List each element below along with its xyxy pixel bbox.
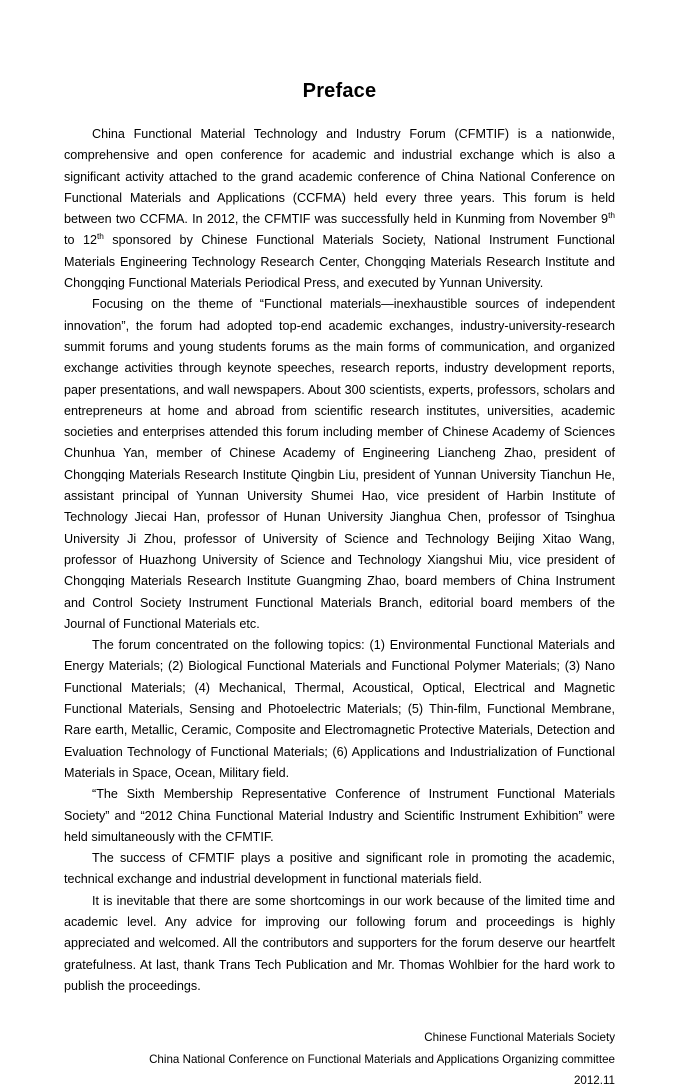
paragraph-3: The forum concentrated on the following topics: (1) Environmental Functional Materials and Energy Materials; (2) Biological Functional Materials and Functional Polymer Materials; (3) Nano Functional Materials; (4) Mechanical, Thermal, Acoustical, Optical, Electrical and Magnetic Functional Materials, Sensing and Photoelectric Materials; (5) Thin-film, Functional Membrane, Rare earth, Metallic, Ceramic, Composite and Electromagnetic Protective Materials, Detection and Evaluation Technology of Functional Materials; (6) Applications and Industrialization of Functional Materials in Space, Ocean, Military field. xyxy=(64,638,615,780)
paragraph-5: The success of CFMTIF plays a positive and significant role in promoting the academic, technical exchange and industrial development in functional materials field. xyxy=(64,851,615,887)
signature-organization: Chinese Functional Materials Society xyxy=(424,1031,615,1045)
signature-date: 2012.11 xyxy=(573,1074,615,1088)
paragraph-4: “The Sixth Membership Representative Conference of Instrument Functional Materials Society” and “2012 China Functional Material Industry and Scientific Instrument Exhibition” were held simultaneously with the CFMTIF. xyxy=(64,787,615,844)
ordinal-suffix-ninth: th xyxy=(608,210,615,220)
paragraph-1-text-before-ordinal: China Functional Material Technology and Industry Forum (CFMTIF) is a nationwide, comprehensive and open conference for academic and industrial exchange which is also a significant activity attached to the grand academic conference of China National Conference on Functional Materials and Applications (CCFMA) held every three years. This forum is held between two CCFMA. In 2012, the CFMTIF was successfully held in Kunming from November 9 xyxy=(64,127,615,227)
ordinal-suffix-twelfth: th xyxy=(96,231,104,242)
paragraph-1-text-between-ordinals: to 12 xyxy=(64,233,97,248)
document-body xyxy=(64,124,615,997)
paragraph-1 xyxy=(64,124,615,294)
signature-block xyxy=(64,1027,615,1092)
document-content xyxy=(64,0,615,1092)
page-title: Preface xyxy=(302,80,377,102)
signature-committee: China National Conference on Functional Materials and Applications Organizing committee xyxy=(149,1052,615,1066)
paragraph-1-text-after-ordinal: sponsored by Chinese Functional Materials Society, National Instrument Functional Materials Engineering Technology Research Center, Chongqing Materials Research Institute and Chongqing Functional Materials Periodical Press, and executed by Yunnan University. xyxy=(64,233,615,291)
paragraph-2: Focusing on the theme of “Functional materials—inexhaustible sources of independent innovation”, the forum had adopted top-end academic exchanges, industry-university-research summit forums and young students forums as the main forms of communication, and organized exchange activities through keynote speeches, research reports, industry development reports, paper presentations, and wall newspapers. About 300 scientists, experts, professors, scholars and entrepreneurs at home and abroad from scientific research institutes, universities, academic societies and enterprises attended this forum including member of Chinese Academy of Sciences Chunhua Yan, member of Chinese Academy of Engineering Liancheng Zhao, president of Chongqing Materials Research Institute Qingbin Liu, president of Yunnan University Tianchun He, assistant principal of Yunnan University Shumei Hao, vice president of Harbin Institute of Technology Jiecai Han, professor of Hunan University Jianghua Chen, professor of Tsinghua University Ji Zhou, professor of University of Science and Technology Beijing Xitao Wang, professor of Huazhong University of Science and Technology Xiangshui Miu, vice president of Chongqing Materials Research Institute Guangming Zhao, board members of China Instrument and Control Society Instrument Functional Materials Branch, editorial board members of the Journal of Functional Materials etc. xyxy=(64,297,615,631)
paragraph-6: It is inevitable that there are some shortcomings in our work because of the limited time and academic level. Any advice for improving our following forum and proceedings is highly appreciated and welcomed. All the contributors and supporters for the forum deserve our heartfelt gratefulness. At last, thank Trans Tech Publication and Mr. Thomas Wohlbier for the hard work to publish the proceedings. xyxy=(64,893,615,993)
